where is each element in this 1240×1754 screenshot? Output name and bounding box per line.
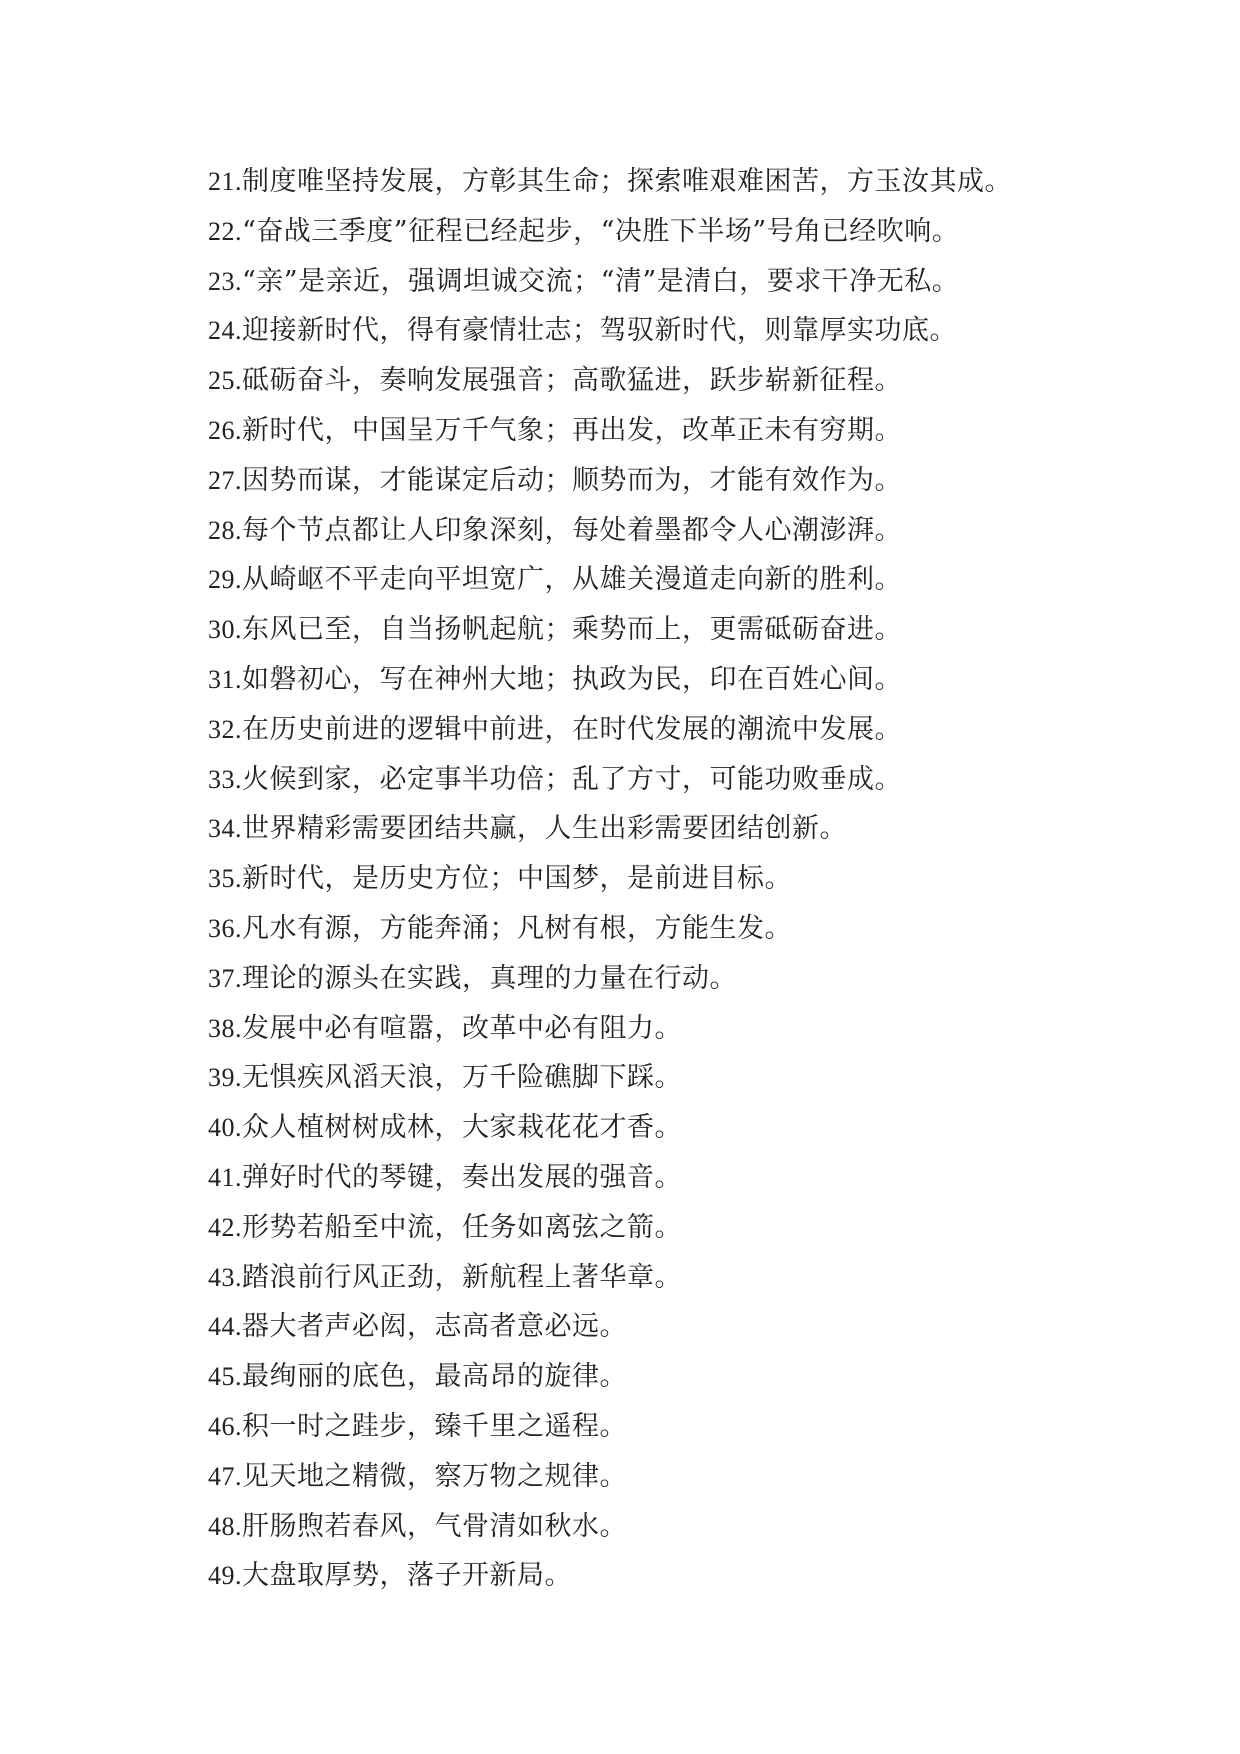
list-item [208, 506, 1012, 556]
item-number: 25. [208, 366, 242, 396]
item-number: 43. [208, 1262, 242, 1292]
item-number: 35. [208, 864, 242, 894]
item-number: 49. [208, 1561, 242, 1591]
list-item [208, 157, 1012, 207]
item-number: 21. [208, 167, 242, 196]
item-number: 36. [208, 913, 242, 943]
numbered-list [208, 157, 1012, 1601]
item-text: 制度唯坚持发展，方彰其生命；探索唯艰难困苦，方玉汝其成。 [242, 166, 1012, 197]
list-item [208, 456, 1012, 506]
item-number: 29. [208, 565, 242, 595]
item-number: 44. [208, 1312, 242, 1342]
list-item [208, 1402, 1012, 1452]
item-number: 24. [208, 316, 242, 346]
item-text: 踏浪前行风正劲，新航程上著华章。 [242, 1261, 682, 1293]
item-text: 从崎岖不平走向平坦宽广，从雄关漫道走向新的胜利。 [242, 564, 902, 596]
list-item [208, 1153, 1012, 1203]
item-text: 新时代，中国呈万千气象；再出发，改革正未有穷期。 [242, 414, 902, 446]
item-number: 37. [208, 963, 242, 993]
list-item [208, 804, 1012, 854]
list-item [208, 1352, 1012, 1402]
item-text: 积一时之跬步，臻千里之遥程。 [242, 1410, 627, 1442]
item-number: 34. [208, 814, 242, 844]
list-item [208, 954, 1012, 1004]
item-number: 46. [208, 1411, 242, 1441]
item-number: 26. [208, 415, 242, 445]
item-number: 42. [208, 1212, 242, 1242]
list-item [208, 306, 1012, 356]
item-text: 大盘取厚势，落子开新局。 [242, 1560, 572, 1592]
item-text: 见天地之精微，察万物之规律。 [242, 1460, 627, 1492]
item-number: 39. [208, 1063, 242, 1093]
item-text: 砥砺奋斗，奏响发展强音；高歌猛进，跃步崭新征程。 [242, 365, 902, 397]
item-text: 如磐初心，写在神州大地；执政为民，印在百姓心间。 [242, 663, 902, 695]
item-text: 新时代，是历史方位；中国梦，是前进目标。 [242, 863, 792, 895]
item-text: 无惧疾风滔天浪，万千险礁脚下踩。 [242, 1062, 682, 1094]
item-text: 器大者声必闳，志高者意必远。 [242, 1311, 627, 1343]
list-item [208, 1302, 1012, 1352]
list-item [208, 406, 1012, 456]
list-item [208, 1053, 1012, 1103]
item-number: 30. [208, 615, 242, 645]
list-item [208, 1452, 1012, 1502]
list-item [208, 1551, 1012, 1601]
item-text: 形势若船至中流，任务如离弦之箭。 [242, 1211, 682, 1243]
item-number: 38. [208, 1013, 242, 1043]
list-item [208, 1103, 1012, 1153]
item-text: 发展中必有喧嚣，改革中必有阻力。 [242, 1012, 682, 1044]
list-item [208, 555, 1012, 605]
list-item [208, 1253, 1012, 1303]
item-text: 世界精彩需要团结共赢，人生出彩需要团结创新。 [242, 813, 847, 845]
item-number: 22. [208, 216, 242, 246]
item-text: 因势而谋，才能谋定后动；顺势而为，才能有效作为。 [242, 464, 902, 496]
list-item [208, 854, 1012, 904]
list-item [208, 207, 1012, 257]
list-item [208, 257, 1012, 307]
item-number: 45. [208, 1362, 242, 1392]
list-item [208, 1004, 1012, 1054]
item-number: 23. [208, 266, 242, 296]
item-text: 肝肠煦若春风，气骨清如秋水。 [242, 1510, 627, 1542]
item-number: 47. [208, 1461, 242, 1491]
list-item [208, 356, 1012, 406]
item-number: 28. [208, 515, 242, 545]
item-text: 众人植树树成林，大家栽花花才香。 [242, 1112, 682, 1144]
list-item [208, 1502, 1012, 1552]
item-number: 41. [208, 1162, 242, 1192]
item-text: 东风已至，自当扬帆起航；乘势而上，更需砥砺奋进。 [242, 614, 902, 646]
list-item [208, 755, 1012, 805]
list-item [208, 605, 1012, 655]
item-number: 40. [208, 1113, 242, 1143]
item-text: 凡水有源，方能奔涌；凡树有根，方能生发。 [242, 912, 792, 944]
item-number: 48. [208, 1511, 242, 1541]
item-text: “奋战三季度”征程已经起步，“决胜下半场”号角已经吹响。 [242, 215, 960, 247]
list-item [208, 655, 1012, 705]
list-item [208, 705, 1012, 755]
item-text: 理论的源头在实践，真理的力量在行动。 [242, 962, 737, 994]
item-number: 33. [208, 764, 242, 794]
item-text: 弹好时代的琴键，奏出发展的强音。 [242, 1161, 682, 1193]
item-text: 每个节点都让人印象深刻，每处着墨都令人心潮澎湃。 [242, 514, 902, 546]
item-text: 最绚丽的底色，最高昂的旋律。 [242, 1361, 627, 1393]
item-text: 火候到家，必定事半功倍；乱了方寸，可能功败垂成。 [242, 763, 902, 795]
item-number: 27. [208, 465, 242, 495]
item-number: 31. [208, 664, 242, 694]
list-item [208, 904, 1012, 954]
item-text: “亲”是亲近，强调坦诚交流；“清”是清白，要求干净无私。 [242, 265, 960, 297]
item-text: 迎接新时代，得有豪情壮志；驾驭新时代，则靠厚实功底。 [242, 315, 957, 347]
list-item [208, 1203, 1012, 1253]
item-text: 在历史前进的逻辑中前进，在时代发展的潮流中发展。 [242, 713, 902, 745]
item-number: 32. [208, 714, 242, 744]
